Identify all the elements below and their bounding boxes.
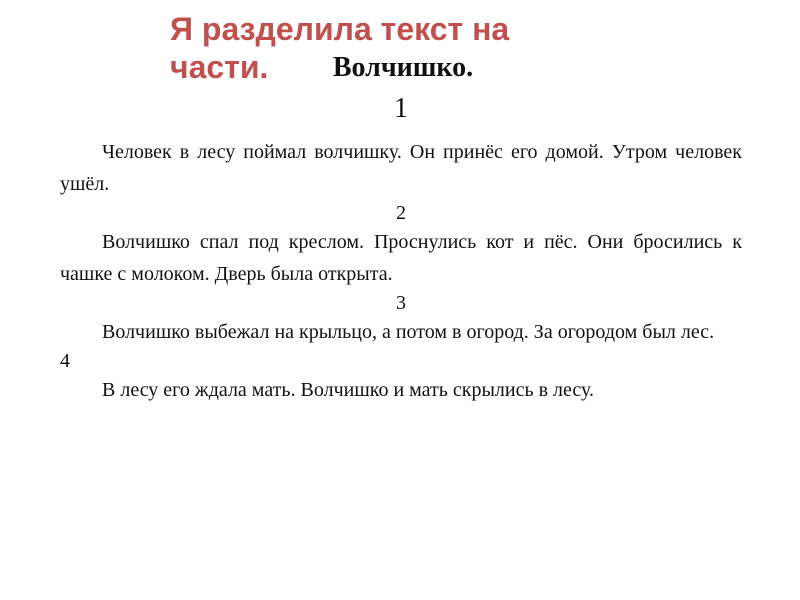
part-4-paragraph: В лесу его ждала мать. Волчишко и мать скрылись в лесу. [102, 379, 595, 401]
part-number-1: 1 [394, 93, 408, 124]
slide-heading: Я разделила текст на части. [170, 11, 510, 85]
part-number-4: 4 [60, 350, 70, 372]
story-text [60, 90, 742, 406]
part-number-3: 3 [396, 292, 406, 314]
part-1-paragraph: Человек в лесу поймал волчишку. Он принёс его домой. Утром человек ушёл. [60, 141, 742, 195]
part-number-2: 2 [396, 202, 406, 224]
part-3-paragraph: Волчишко выбежал на крыльцо, а потом в огород. За огородом был лес. [102, 321, 715, 343]
part-2-paragraph: Волчишко спал под креслом. Проснулись кот и пёс. Они бросились к чашке с молоком. Дверь была открыта. [60, 231, 742, 285]
story-title: Волчишко. [332, 52, 474, 83]
